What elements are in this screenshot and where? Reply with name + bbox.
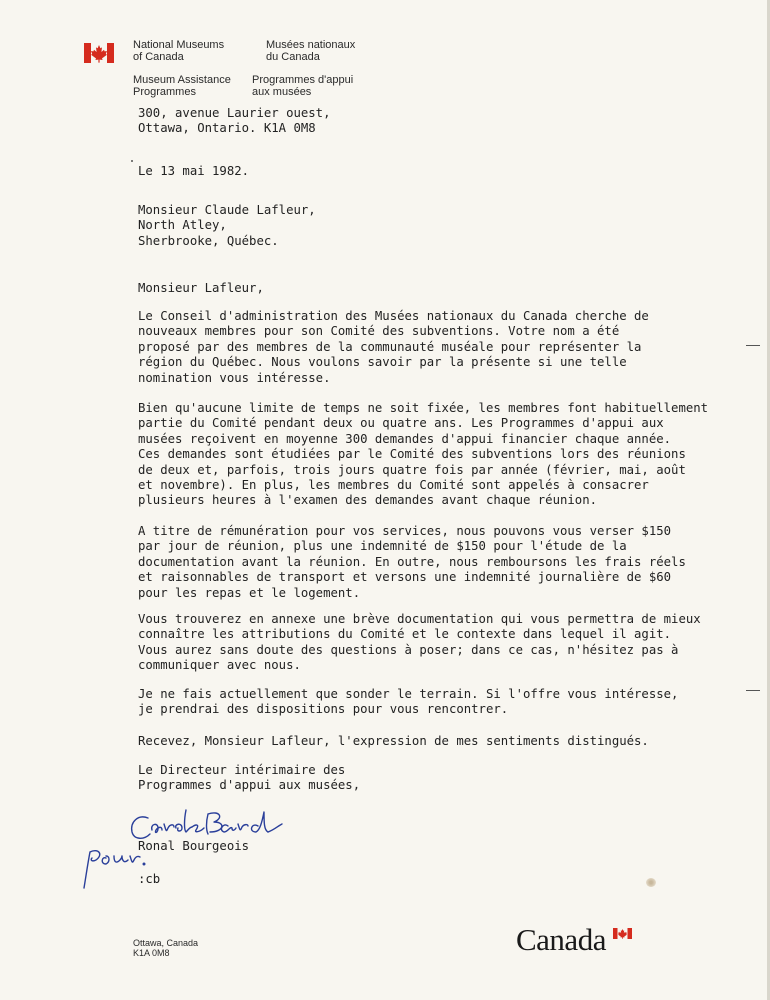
sender-address: 300, avenue Laurier ouest, Ottawa, Ontario. K1A 0M8: [138, 106, 331, 136]
paper-stain: [646, 878, 656, 887]
paragraph-4: Vous trouverez en annexe une brève documentation qui vous permettra de mieux connaître les attributions du Comité et le contexte dans lequel il agit. Vous aurez sans doute des questions à poser; dans ce cas, n'hésitez pas à communiquer avec nous.: [138, 612, 701, 673]
signature-title: Le Directeur intérimaire des Programmes d'appui aux musées,: [138, 763, 361, 793]
signer-name: Ronal Bourgeois: [138, 839, 250, 853]
fold-mark: [746, 690, 760, 691]
fold-mark: [746, 345, 760, 346]
letter-date: Le 13 mai 1982.: [138, 164, 250, 178]
typist-initials: :cb: [138, 872, 161, 886]
recipient-address: Monsieur Claude Lafleur, North Atley, Sherbrooke, Québec.: [138, 203, 316, 248]
letterhead-program-fr: Programmes d'appui aux musées: [252, 74, 354, 98]
canada-wordmark-flag-icon: [613, 928, 632, 939]
letterhead-program-en: Museum Assistance Programmes: [133, 74, 231, 98]
stray-mark: [131, 160, 133, 162]
paragraph-5: Je ne fais actuellement que sonder le terrain. Si l'offre vous intéresse, je prendrai des dispositions pour vous rencontrer.: [138, 687, 679, 717]
paragraph-3: A titre de rémunération pour vos services, nous pouvons vous verser $150 par jour de réunion, plus une indemnité de $150 pour l'étude de la documentation avant la réunion. En outre, nous remboursons les frais réels et raisonnables de transport et versons une indemnité journalière de $60 pour les repas et le logement.: [138, 524, 686, 600]
letterhead-org-en: National Museums of Canada: [133, 39, 225, 63]
footer-address: Ottawa, Canada K1A 0M8: [133, 938, 199, 958]
canada-wordmark: Canada: [516, 922, 606, 957]
canada-flag-icon: [84, 43, 114, 63]
letterhead-org-fr: Musées nationaux du Canada: [266, 39, 356, 63]
closing-line: Recevez, Monsieur Lafleur, l'expression de mes sentiments distingués.: [138, 734, 649, 748]
paragraph-1: Le Conseil d'administration des Musées nationaux du Canada cherche de nouveaux membres pour son Comité des subventions. Votre nom a été proposé par des membres de la communauté muséale pour représenter la région du Québec. Nous voulons savoir par la présente si une telle nomination vous intéresse.: [138, 309, 649, 385]
paragraph-2: Bien qu'aucune limite de temps ne soit fixée, les membres font habituellement partie du Comité pendant deux ou quatre ans. Les Programmes d'appui aux musées reçoivent en moyenne 300 demandes d'appui financier chaque année. Ces demandes sont étudiées par le Comité des subventions lors des réunions de deux et, parfois, trois jours quatre fois par année (février, mai, août et novembre). En plus, les membres du Comité sont appelés à consacrer plusieurs heures à l'examen des demandes avant chaque réunion.: [138, 401, 709, 508]
salutation: Monsieur Lafleur,: [138, 281, 264, 295]
